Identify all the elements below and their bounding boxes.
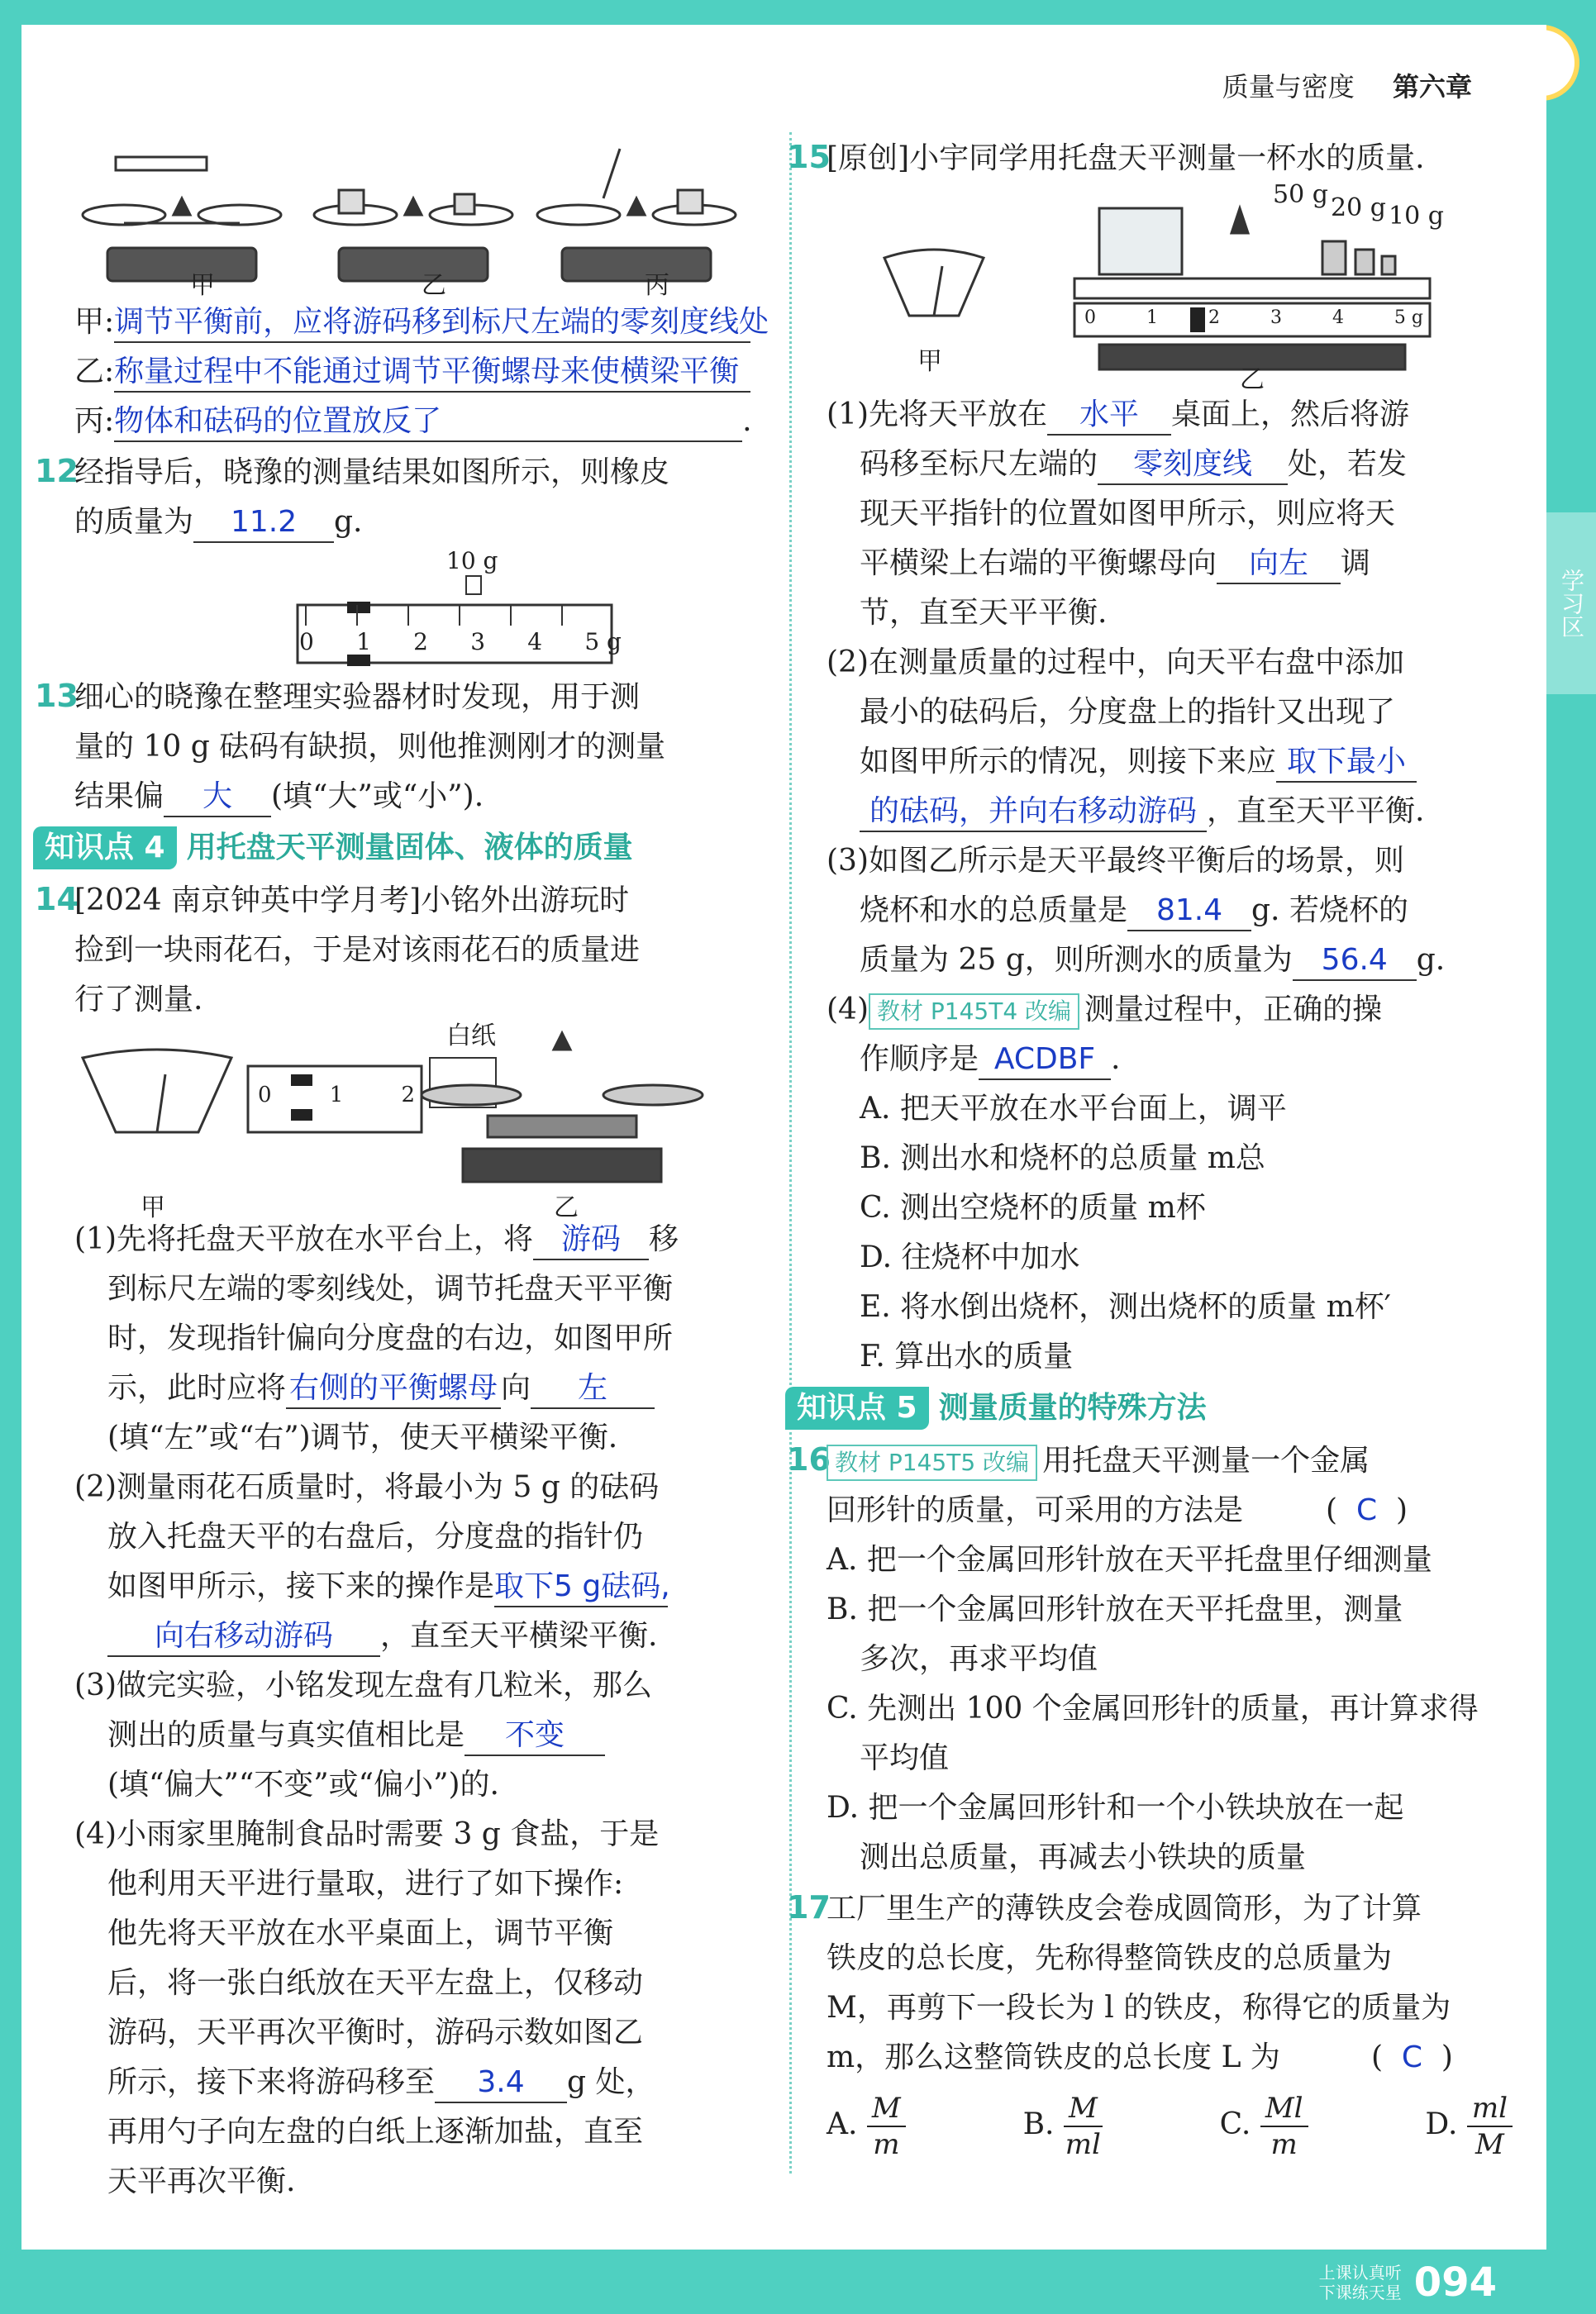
q14-p1-text-b: 移	[649, 1222, 679, 1256]
q17-option-c	[1220, 2091, 1308, 2162]
q13-line2: 量的 10 g 砝码有缺损，则他推测刚才的测量	[74, 730, 666, 764]
q13-text1: 细心的晓豫在整理实验器材时发现，用于测	[74, 680, 641, 714]
q16-text1: 用托盘天平测量一个金属	[1042, 1444, 1370, 1478]
denominator: M	[1475, 2128, 1504, 2161]
q15-fig-yi: 乙	[1240, 365, 1265, 394]
q12-line1	[35, 446, 769, 498]
q15-p4-text-b: 测量过程中，正确的操	[1084, 993, 1383, 1026]
q11-bing-end: .	[742, 404, 752, 438]
q13-text3a: 结果偏	[74, 779, 164, 813]
page-header	[1222, 66, 1472, 104]
q14-p1-answer2: 右侧的平衡螺母	[286, 1369, 501, 1409]
q15-p2-line4	[827, 787, 1513, 836]
q15-weight-10: 10 g	[1389, 202, 1444, 231]
right-border	[1546, 0, 1596, 2314]
column-divider	[789, 132, 792, 2174]
q14-p3-answer: 不变	[465, 1716, 605, 1756]
q15-option-a: A. 把天平放在水平台面上，调平	[860, 1092, 1287, 1126]
fraction	[1467, 2091, 1513, 2162]
q15-p1-text: (1)先将天平放在	[827, 398, 1047, 431]
q15-line1	[787, 132, 1513, 183]
q11-jia	[74, 298, 769, 347]
tick-label: 2	[401, 1083, 415, 1107]
top-border	[0, 0, 1596, 25]
page-number: 094	[1413, 2259, 1497, 2306]
q15-p3-text2b: g. 若烧杯的	[1251, 893, 1408, 927]
q11-bing-answer: 物体和砝码的位置放反了	[114, 402, 742, 442]
left-border	[0, 0, 21, 2314]
q12-ruler-figure	[289, 547, 769, 671]
q15-figure	[827, 180, 1513, 394]
subject-title: 质量与密度	[1222, 71, 1355, 102]
option-label: D.	[1425, 2107, 1458, 2141]
q14-p4-line7: 再用勺子向左盘的白纸上逐渐加盐，直至	[107, 2115, 644, 2149]
tick-label: 5 g	[584, 628, 622, 655]
q17-line2: 铁皮的总长度，先称得整筒铁皮的总质量为	[827, 1941, 1393, 1975]
footer-slogan	[1319, 2263, 1402, 2302]
q16-option-b: B. 把一个金属回形针放在天平托盘里，测量	[827, 1593, 1403, 1626]
q14-p4-line2: 他利用天平进行量取，进行了如下操作:	[107, 1867, 624, 1901]
q12-text2b: g.	[334, 505, 363, 539]
knowledge-point-4	[33, 821, 769, 874]
q17-line1	[787, 1883, 1513, 1934]
q15-p3-answer2: 56.4	[1293, 941, 1417, 981]
q17-option-a	[827, 2091, 906, 2162]
q14-paper-label: 白纸	[446, 1021, 496, 1050]
q16-option-d-cont: 测出总质量，再减去小铁块的质量	[860, 1840, 1307, 1874]
q15-weight-50: 50 g	[1273, 180, 1328, 209]
option-label: B.	[1022, 2107, 1055, 2141]
option-label: C.	[1219, 2107, 1251, 2141]
tick-label: 0	[1084, 307, 1096, 328]
tick-label: 0	[299, 628, 314, 655]
q14-p2-line2: 放入托盘天平的右盘后，分度盘的指针仍	[107, 1520, 644, 1554]
q11-jia-label: 甲:	[74, 305, 115, 339]
q17-number: 17	[787, 1889, 831, 1926]
q17-text4: m，那么这整筒铁皮的总长度 L 为	[827, 2040, 1280, 2074]
denominator: m	[1270, 2128, 1298, 2161]
q17-option-b	[1023, 2091, 1103, 2162]
tick-label: 4	[527, 628, 543, 655]
q14-p1-answer3: 左	[531, 1369, 655, 1409]
q14-line1	[35, 874, 769, 926]
q15-p3-text3a: 质量为 25 g，则所测水的质量为	[860, 943, 1293, 977]
fig-label-jia: 甲	[190, 271, 215, 300]
q15-weight-20: 20 g	[1331, 193, 1386, 222]
q14-p3-line1: (3)做完实验，小铭发现左盘有几粒米，那么	[74, 1669, 652, 1702]
q14-p4-line4: 后，将一张白纸放在天平左盘上，仅移动	[107, 1966, 644, 2000]
q12-line2	[74, 498, 769, 547]
q14-p1-text4a: 示，此时应将	[107, 1371, 287, 1405]
q14-p4-text6b: g 处，	[567, 2065, 655, 2099]
q14-text1: [2024 南京钟英中学月考]小铭外出游玩时	[74, 883, 630, 917]
q13-answer: 大	[164, 778, 271, 817]
q14-p2-line4	[74, 1612, 769, 1661]
q15-p3-line1: (3)如图乙所示是天平最终平衡后的场景，则	[827, 844, 1404, 878]
q17-line4	[827, 2033, 1513, 2083]
q14-p1-answer1: 游码	[533, 1221, 649, 1260]
q13-line3	[74, 772, 769, 821]
q17-answer: C	[1401, 2040, 1423, 2074]
q14-p2-answer1: 取下5 g砝码,	[494, 1568, 668, 1607]
q14-p2-text4b: ，直至天平横梁平衡.	[380, 1619, 658, 1653]
q14-line3: 行了测量.	[74, 983, 203, 1017]
right-column	[787, 132, 1513, 2162]
q14-p4-line5: 游码，天平再次平衡时，游码示数如图乙	[107, 2016, 644, 2050]
q15-p2-line2: 最小的砝码后，分度盘上的指针又出现了	[860, 695, 1396, 729]
slogan-line2: 下课练天星	[1318, 2283, 1402, 2302]
q14-p2-line3	[74, 1562, 769, 1612]
side-tab-study[interactable]: 学习区	[1546, 512, 1596, 694]
tick-label: 5 g	[1394, 307, 1423, 328]
q15-p4-text2a: 作顺序是	[860, 1042, 979, 1076]
q14-p3-line3: (填“偏大”“不变”或“偏小”)的.	[107, 1768, 499, 1802]
q16-option-b-cont: 多次，再求平均值	[860, 1642, 1098, 1676]
q15-p1-answer3: 向左	[1217, 545, 1341, 584]
q16-option-c: C. 先测出 100 个金属回形针的质量，再计算求得	[827, 1692, 1479, 1726]
q11-jia-answer: 调节平衡前，应将游码移到标尺左端的零刻度线处	[114, 303, 750, 343]
q15-p1-text2b: 处，若发	[1288, 447, 1408, 481]
q17-options	[827, 2091, 1513, 2162]
q15-option-b: B. 测出水和烧杯的总质量 m总	[860, 1141, 1265, 1175]
q12-weight-label: 10 g	[446, 547, 498, 574]
q12-text2a: 的质量为	[74, 505, 194, 539]
q11-yi-label: 乙:	[74, 355, 115, 388]
tick-label: 3	[1270, 307, 1282, 328]
q15-p1-line2	[827, 440, 1513, 489]
q12-text1: 经指导后，晓豫的测量结果如图所示，则橡皮	[74, 455, 670, 489]
q14-p1-line1	[74, 1215, 769, 1264]
q15-p1-text4a: 平横梁上右端的平衡螺母向	[860, 546, 1217, 580]
q15-p1-line5: 节，直至天平平衡.	[860, 596, 1108, 630]
q15-option-d: D. 往烧杯中加水	[860, 1240, 1080, 1274]
kp4-title: 用托盘天平测量固体、液体的质量	[186, 831, 633, 864]
q14-p4-line1: (4)小雨家里腌制食品时需要 3 g 食盐，于是	[74, 1817, 660, 1851]
q16-number: 16	[787, 1441, 831, 1478]
q15-p1-text-b: 桌面上，然后将游	[1171, 398, 1410, 431]
q11-bing-label: 丙:	[74, 404, 115, 438]
q12-ruler-ticks	[299, 628, 622, 655]
fraction	[1064, 2091, 1103, 2162]
q14-p2-line1: (2)测量雨花石质量时，将最小为 5 g 的砝码	[74, 1470, 660, 1504]
q14-balance-illustration	[74, 1025, 752, 1190]
q16-paren: ( C )	[1326, 1493, 1408, 1527]
q15-p1-line1	[827, 390, 1513, 440]
numerator: ml	[1467, 2091, 1513, 2127]
q14-p4-text6a: 所示，接下来将游码移至	[107, 2065, 436, 2099]
q17-line3: M，再剪下一段长为 l 的铁皮，称得它的质量为	[827, 1991, 1451, 2025]
q15-p4-line2	[827, 1035, 1513, 1084]
q15-p1-answer1: 水平	[1047, 396, 1171, 436]
q14-p1-text4b: 向	[501, 1371, 531, 1405]
q14-p1-line2: 到标尺左端的零刻线处，调节托盘天平平衡	[107, 1272, 674, 1306]
q16-textbook-tag: 教材 P145T5 改编	[827, 1445, 1037, 1481]
q14-p4-line3: 他先将天平放在水平桌面上，调节平衡	[107, 1916, 614, 1950]
tick-label: 1	[1146, 307, 1158, 328]
q17-option-d	[1425, 2091, 1513, 2162]
q16-text2: 回形针的质量，可采用的方法是	[827, 1493, 1244, 1527]
q15-p3-text2a: 烧杯和水的总质量是	[860, 893, 1128, 927]
q14-p4-line8: 天平再次平衡.	[107, 2164, 296, 2198]
tick-label: 3	[470, 628, 486, 655]
chapter-title: 第六章	[1392, 71, 1472, 102]
fraction	[1260, 2091, 1308, 2162]
page-footer	[1319, 2259, 1497, 2306]
q15-p2-text4b: ，直至天平平衡.	[1207, 794, 1425, 828]
kp4-badge: 知识点 4	[33, 826, 177, 869]
q17-paren: ( C )	[1370, 2040, 1453, 2074]
q14-line2: 捡到一块雨花石，于是对该雨花石的质量进	[74, 933, 641, 967]
q16-option-c-cont: 平均值	[860, 1741, 950, 1775]
q15-fig-jia: 甲	[917, 347, 942, 376]
q14-p2-answer2: 向右移动游码	[107, 1617, 380, 1657]
balance-figure-q11	[74, 132, 769, 298]
q11-yi	[74, 347, 769, 397]
q15-p2-line1: (2)在测量质量的过程中，向天平右盘中添加	[827, 645, 1404, 679]
q13-line1	[35, 671, 769, 722]
q11-yi-answer: 称量过程中不能通过调节平衡螺母来使横梁平衡	[114, 353, 750, 393]
tick-label: 2	[413, 628, 428, 655]
q14-ruler-ticks	[258, 1083, 415, 1107]
q14-p1-line3: 时，发现指针偏向分度盘的右边，如图甲所	[107, 1321, 674, 1355]
q15-option-f: F. 算出水的质量	[860, 1340, 1074, 1374]
q15-p4-text2b: .	[1111, 1042, 1121, 1076]
tick-label: 2	[1208, 307, 1220, 328]
q14-fig-yi: 乙	[554, 1193, 579, 1222]
numerator: M	[1064, 2091, 1103, 2127]
q14-p4-line6	[74, 2058, 769, 2107]
q15-p3-text3b: g.	[1416, 943, 1446, 977]
q16-option-a: A. 把一个金属回形针放在天平托盘里仔细测量	[827, 1543, 1432, 1577]
kp5-title: 测量质量的特殊方法	[938, 1391, 1207, 1425]
slogan-line1: 上课认真听	[1318, 2263, 1402, 2283]
q14-p1-line4	[74, 1364, 769, 1413]
q14-number: 14	[35, 881, 79, 917]
q16-answer: C	[1355, 1493, 1378, 1527]
q15-p2-answer1: 取下最小	[1276, 743, 1417, 783]
q15-p1-line3: 现天平指针的位置如图甲所示，则应将天	[860, 497, 1396, 531]
q15-p4-text: (4)	[827, 993, 869, 1026]
q15-textbook-tag: 教材 P145T4 改编	[869, 993, 1079, 1030]
q15-p1-text4b: 调	[1341, 546, 1371, 580]
q11-bing	[74, 397, 769, 446]
q14-p4-answer: 3.4	[435, 2064, 567, 2103]
knowledge-point-5	[785, 1382, 1513, 1435]
q15-ruler-ticks	[1084, 307, 1423, 328]
q16-line2	[827, 1486, 1513, 1536]
q14-p3-line2	[74, 1711, 769, 1760]
q15-p4-line1	[827, 985, 1513, 1035]
q12-number: 12	[35, 453, 79, 489]
q14-figure	[74, 1021, 769, 1222]
q15-p1-line4	[827, 539, 1513, 588]
q13-number: 13	[35, 678, 79, 714]
fig-label-bing: 丙	[645, 271, 669, 300]
tick-label: 1	[329, 1083, 344, 1107]
q17-text1: 工厂里生产的薄铁皮会卷成圆筒形，为了计算	[827, 1892, 1422, 1926]
denominator: m	[873, 2128, 900, 2161]
kp5-badge: 知识点 5	[785, 1387, 929, 1430]
q14-p1-text: (1)先将托盘天平放在水平台上，将	[74, 1222, 533, 1256]
q14-p1-line5: (填“左”或“右”)调节，使天平横梁平衡.	[107, 1421, 618, 1455]
q15-p2-answer2: 的砝码，并向右移动游码	[860, 793, 1207, 832]
numerator: M	[867, 2091, 906, 2127]
q14-p3-text2a: 测出的质量与真实值相比是	[107, 1718, 465, 1752]
q15-p3-line2	[827, 886, 1513, 936]
q14-fig-jia: 甲	[141, 1193, 165, 1222]
q16-option-d: D. 把一个金属回形针和一个小铁块放在一起	[827, 1791, 1404, 1825]
q15-p4-answer: ACDBF	[979, 1040, 1111, 1080]
q15-p3-answer1: 81.4	[1127, 892, 1251, 931]
q15-p2-text3a: 如图甲所示的情况，则接下来应	[860, 745, 1277, 778]
q14-p2-text3a: 如图甲所示，接下来的操作是	[107, 1569, 495, 1603]
q15-option-e: E. 将水倒出烧杯，测出烧杯的质量 m杯′	[860, 1290, 1391, 1324]
q15-option-c: C. 测出空烧杯的质量 m杯	[860, 1191, 1206, 1225]
q15-p3-line3	[827, 936, 1513, 985]
fig-label-yi: 乙	[422, 271, 446, 300]
tick-label: 4	[1332, 307, 1344, 328]
tick-label: 0	[258, 1083, 272, 1107]
q15-p1-answer2: 零刻度线	[1098, 445, 1288, 485]
tick-label: 1	[356, 628, 371, 655]
left-column	[35, 132, 769, 2207]
q15-number: 15	[787, 139, 831, 175]
q15-text1: [原创]小宇同学用托盘天平测量一杯水的质量.	[827, 141, 1425, 175]
q15-p1-text2a: 码移至标尺左端的	[860, 447, 1098, 481]
q12-answer: 11.2	[193, 503, 334, 543]
q16-line1	[787, 1435, 1513, 1486]
denominator: ml	[1065, 2128, 1101, 2161]
option-label: A.	[827, 2107, 858, 2141]
numerator: Ml	[1260, 2091, 1308, 2127]
q15-p2-line3	[827, 737, 1513, 787]
fraction	[867, 2091, 906, 2162]
q13-text3b: (填“大”或“小”).	[271, 779, 484, 813]
